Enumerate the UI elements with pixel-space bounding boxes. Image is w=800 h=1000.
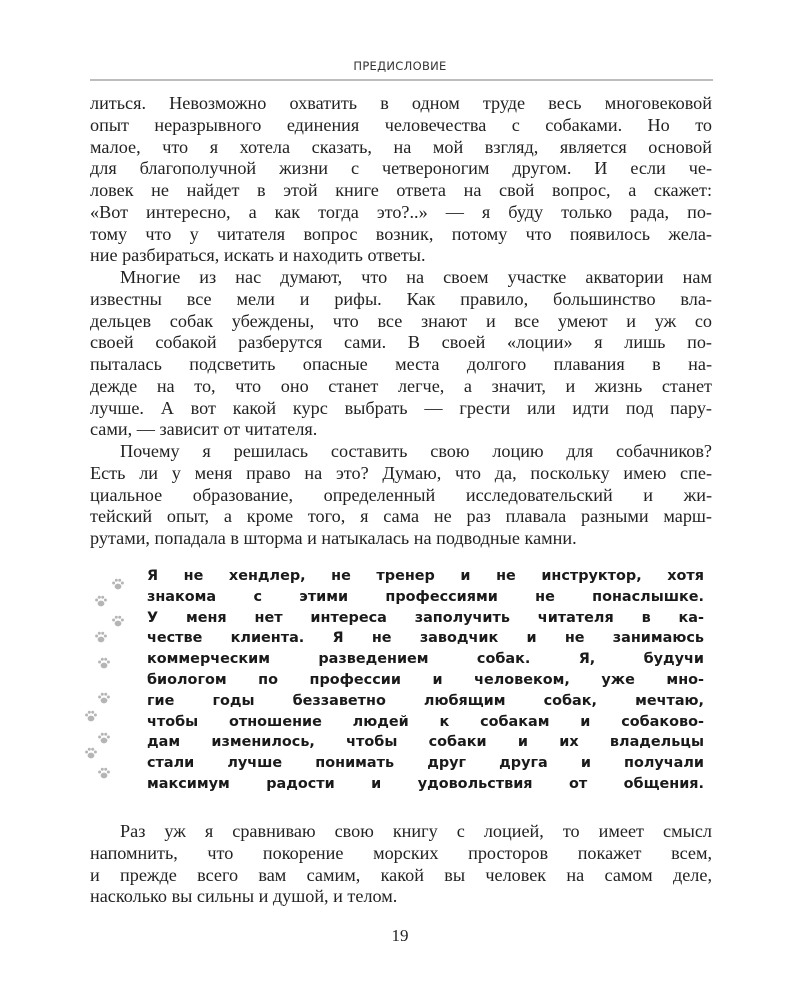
text-line: и прежде всего вам самим, какой вы человек на самом деле,: [90, 864, 712, 885]
text-line: ловек не найдет в этой книге ответа на свой вопрос, а скажет:: [90, 180, 712, 200]
text-line: Я не хендлер, не тренер и не инструктор, хотя: [147, 568, 704, 584]
text-line: опыт неразрывного единения человечества с собаками. Но то: [90, 114, 712, 135]
text-line: известны все мели и рифы. Как правило, большинство вла-: [90, 288, 712, 309]
text-line: «Вот интересно, а как тогда это?..» — я буду только рада, по-: [90, 201, 712, 222]
text-line: Есть ли у меня право на это? Думаю, что да, поскольку имею спе-: [90, 462, 712, 483]
paw-print-icon: [97, 766, 111, 780]
text-line: рутами, попадала в шторма и натыкалась на подводные камни.: [90, 528, 577, 548]
text-line: честве клиента. Я не заводчик и не занимаюсь: [147, 630, 704, 647]
text-line: дежде на то, что оно станет легче, а значит, и жизнь станет: [90, 375, 712, 396]
paw-print-icon: [111, 577, 125, 591]
text-line: знакома с этими профессиями не понаслышке.: [147, 588, 704, 605]
callout-text: [147, 566, 704, 795]
text-line: Почему я решилась составить свою лоцию для собачников?: [120, 441, 712, 461]
paw-print-icon: [97, 691, 111, 705]
text-line: стали лучше понимать друг друга и получали: [147, 755, 704, 772]
text-line: литься. Невозможно охватить в одном труде весь многовековой: [90, 93, 712, 113]
text-line: сами, — зависит от читателя.: [90, 419, 318, 440]
paragraph-3: [90, 441, 712, 550]
text-line: У меня нет интереса заполучить читателя в ка-: [147, 609, 704, 626]
text-line: насколько вы сильны и душой, и телом.: [90, 886, 398, 907]
text-line: своей собакой разберутся сами. В своей «лоции» я лишь по-: [90, 332, 712, 353]
text-line: циальное образование, определенный исследовательский и жи-: [90, 484, 712, 505]
text-line: малое, что я хотела сказать, на мой взгляд, является основой: [90, 136, 712, 157]
text-line: гие годы беззаветно любящим собак, мечтаю,: [147, 692, 704, 709]
paw-print-icon: [84, 709, 98, 723]
running-header: ПРЕДИСЛОВИЕ: [353, 59, 447, 73]
text-line: биологом по профессии и человеком, уже мно-: [147, 671, 704, 688]
text-line: лучше. А вот какой курс выбрать — грести или идти под пару-: [90, 397, 712, 418]
text-line: тейский опыт, а кроме того, я сама не раз плавала разными марш-: [90, 506, 712, 527]
paw-print-icon: [97, 656, 111, 670]
paragraph-1: [90, 93, 712, 267]
text-line: максимум радости и удовольствия от общения.: [147, 775, 704, 792]
text-line: Раз уж я сравниваю свою книгу с лоцией, то имеет смысл: [120, 821, 712, 841]
paw-print-icon: [111, 614, 125, 628]
text-line: напомнить, что покорение морских просторов покажет всем,: [90, 842, 712, 863]
paw-print-icon: [97, 731, 111, 745]
text-line: ние разбираться, искать и находить ответы.: [90, 245, 426, 266]
closing-paragraph: [90, 821, 712, 908]
page-number: 19: [391, 926, 409, 945]
text-line: чтобы отношение людей к собакам и собаково-: [147, 713, 704, 730]
text-line: тому что у читателя вопрос возник, потому что появилось жела-: [90, 223, 712, 244]
text-line: дельцев собак убеждены, что все знают и все умеют и уж со: [90, 310, 712, 331]
text-line: для благополучной жизни с четвероногим другом. И если че-: [90, 158, 712, 179]
text-line: дам изменилось, чтобы собаки и их владельцы: [147, 734, 704, 751]
text-line: Многие из нас думают, что на своем участке акватории нам: [120, 267, 712, 287]
paw-print-icon: [94, 630, 108, 644]
header-rule: [90, 79, 713, 81]
paw-print-icon: [84, 746, 98, 760]
text-line: коммерческим разведением собак. Я, будучи: [147, 651, 704, 668]
paw-print-icon: [94, 594, 108, 608]
paragraph-2: [90, 267, 712, 441]
text-line: пыталась подсветить опасные места долгого плавания в на-: [90, 354, 712, 374]
